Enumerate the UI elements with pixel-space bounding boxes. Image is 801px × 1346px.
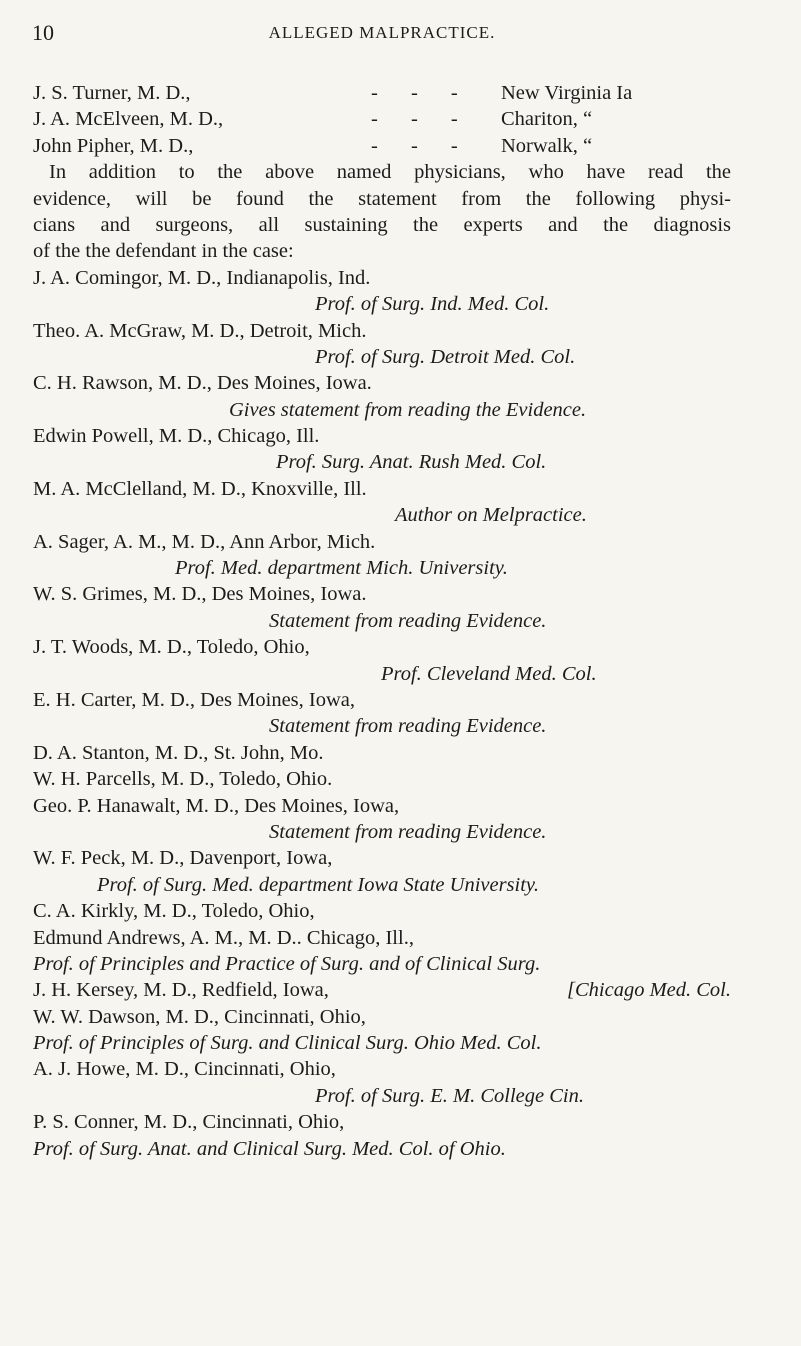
physician-row	[33, 977, 731, 1003]
physician-name: W. S. Grimes, M. D., Des Moines, Iowa.	[33, 583, 367, 606]
physician-row	[33, 133, 731, 159]
physician-name: J. A. McElveen, M. D.,	[33, 108, 224, 131]
page-number: 10	[32, 20, 54, 45]
physician-place: Norwalk, “	[501, 134, 593, 157]
physician-title: Prof. of Principles and Practice of Surg. and of Clinical Surg.	[33, 952, 541, 975]
page-body	[33, 80, 731, 1162]
physician-name: W. F. Peck, M. D., Davenport, Iowa,	[33, 847, 333, 870]
intro-line: evidence, will be found the statement from the following physi-	[33, 187, 731, 210]
intro-line: of the the defendant in the case:	[33, 240, 294, 263]
physician-title: Prof. Surg. Anat. Rush Med. Col.	[276, 451, 547, 474]
physician-title: Prof. of Surg. Anat. and Clinical Surg. Med. Col. of Ohio.	[33, 1137, 506, 1160]
physician-title: [Chicago Med. Col.	[567, 979, 731, 1002]
dash-leader: - - -	[371, 108, 472, 131]
physician-title: Prof. of Surg. Detroit Med. Col.	[315, 345, 576, 368]
physician-name: Geo. P. Hanawalt, M. D., Des Moines, Iowa,	[33, 794, 400, 817]
physician-name: M. A. McClelland, M. D., Knoxville, Ill.	[33, 477, 367, 500]
physician-title: Prof. Med. department Mich. University.	[175, 557, 508, 580]
physician-name: J. A. Comingor, M. D., Indianapolis, Ind.	[33, 266, 371, 289]
physician-title: Prof. of Surg. Med. department Iowa State University.	[97, 873, 540, 896]
physician-name: A. Sager, A. M., M. D., Ann Arbor, Mich.	[33, 530, 376, 553]
physician-name: A. J. Howe, M. D., Cincinnati, Ohio,	[33, 1058, 336, 1081]
physician-name: Edwin Powell, M. D., Chicago, Ill.	[33, 425, 320, 448]
physician-row	[33, 106, 731, 132]
physician-name: D. A. Stanton, M. D., St. John, Mo.	[33, 741, 324, 764]
physician-name: W. H. Parcells, M. D., Toledo, Ohio.	[33, 768, 333, 791]
physician-title: Prof. of Surg. E. M. College Cin.	[315, 1084, 584, 1107]
physician-name: W. W. Dawson, M. D., Cincinnati, Ohio,	[33, 1005, 366, 1028]
physician-name: C. H. Rawson, M. D., Des Moines, Iowa.	[33, 372, 372, 395]
physician-title: Statement from reading Evidence.	[269, 609, 547, 632]
physician-title: Author on Melpractice.	[395, 504, 587, 527]
running-head: ALLEGED MALPRACTICE.	[268, 23, 496, 42]
physician-name: J. S. Turner, M. D.,	[33, 82, 191, 104]
physician-name: E. H. Carter, M. D., Des Moines, Iowa,	[33, 688, 355, 711]
intro-line: In addition to the above named physicians, who have read the	[49, 161, 731, 184]
physician-place: New Virginia Ia	[501, 82, 633, 104]
page-header	[32, 20, 732, 48]
physician-title: Gives statement from reading the Evidence.	[229, 398, 587, 421]
physician-name: John Pipher, M. D.,	[33, 134, 194, 157]
dash-leader: - - -	[371, 82, 472, 104]
physician-title: Prof. Cleveland Med. Col.	[381, 662, 597, 685]
intro-line: cians and surgeons, all sustaining the experts and the diagnosis	[33, 213, 731, 236]
physician-place: Chariton, “	[501, 108, 593, 131]
physician-name: Edmund Andrews, A. M., M. D.. Chicago, Ill.,	[33, 926, 414, 949]
physician-title: Statement from reading Evidence.	[269, 820, 547, 843]
physician-name: P. S. Conner, M. D., Cincinnati, Ohio,	[33, 1111, 345, 1134]
dash-leader: - - -	[371, 134, 472, 157]
physician-title: Prof. of Surg. Ind. Med. Col.	[315, 293, 550, 316]
physician-title: Statement from reading Evidence.	[269, 715, 547, 738]
physician-name: Theo. A. McGraw, M. D., Detroit, Mich.	[33, 319, 367, 342]
physician-row	[33, 80, 731, 106]
physician-name: J. T. Woods, M. D., Toledo, Ohio,	[33, 636, 310, 659]
physician-name: J. H. Kersey, M. D., Redfield, Iowa,	[33, 979, 329, 1002]
physician-title: Prof. of Principles of Surg. and Clinical Surg. Ohio Med. Col.	[33, 1032, 542, 1055]
physician-name: C. A. Kirkly, M. D., Toledo, Ohio,	[33, 900, 315, 923]
